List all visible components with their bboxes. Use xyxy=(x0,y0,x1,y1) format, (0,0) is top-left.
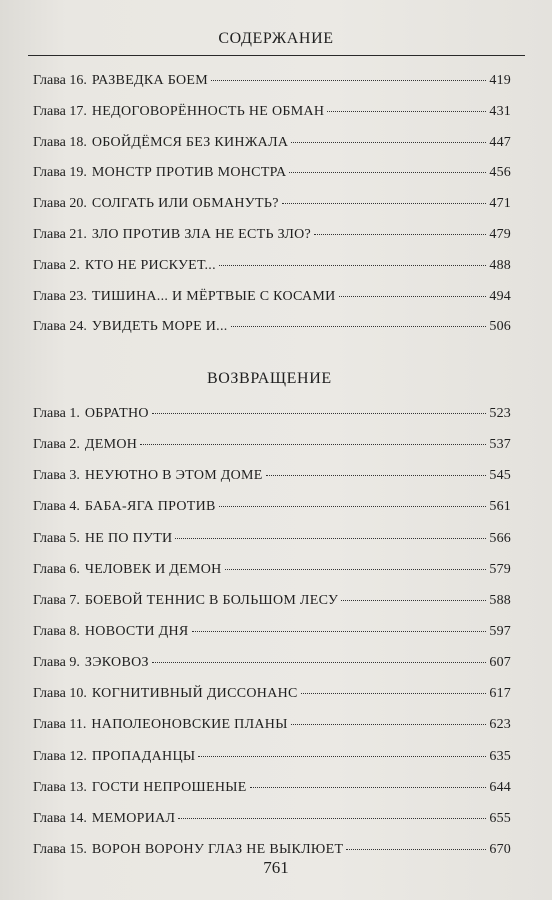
chapter-prefix: Глава 14. xyxy=(33,810,87,826)
chapter-prefix: Глава 7. xyxy=(33,592,80,608)
chapter-prefix: Глава 2. xyxy=(33,257,80,273)
chapter-prefix: Глава 24. xyxy=(33,319,87,335)
chapter-page: 471 xyxy=(489,196,511,212)
dot-leader xyxy=(289,172,486,173)
header-rule xyxy=(28,55,525,56)
chapter-title: НЕУЮТНО В ЭТОМ ДОМЕ xyxy=(84,468,263,484)
dot-leader xyxy=(178,818,486,819)
dot-leader xyxy=(291,724,487,725)
chapter-page: 588 xyxy=(489,592,511,608)
chapter-title: НОВОСТИ ДНЯ xyxy=(84,623,189,639)
chapter-page: 488 xyxy=(489,257,511,273)
chapter-title: ЗЛО ПРОТИВ ЗЛА НЕ ЕСТЬ ЗЛО? xyxy=(91,226,312,242)
chapter-title: РАЗВЕДКА БОЕМ xyxy=(91,73,209,88)
dot-leader xyxy=(219,506,487,507)
dot-leader xyxy=(341,600,486,601)
toc-entry xyxy=(33,220,511,251)
chapter-title: СОЛГАТЬ ИЛИ ОБМАНУТЬ? xyxy=(91,196,279,212)
chapter-prefix: Глава 17. xyxy=(33,103,87,119)
dot-leader xyxy=(198,756,486,757)
chapter-title: ОБОЙДЁМСЯ БЕЗ КИНЖАЛА xyxy=(91,134,289,150)
chapter-page: 431 xyxy=(489,103,511,119)
dot-leader xyxy=(250,787,487,788)
toc-entry xyxy=(33,678,511,709)
chapter-prefix: Глава 16. xyxy=(33,73,87,88)
toc-part-b xyxy=(33,398,511,865)
chapter-page: 644 xyxy=(489,779,511,795)
toc-entry xyxy=(33,251,511,282)
chapter-title: МОНСТР ПРОТИВ МОНСТРА xyxy=(91,165,287,181)
dot-leader xyxy=(314,234,486,235)
dot-leader xyxy=(282,203,487,204)
chapter-prefix: Глава 6. xyxy=(33,561,80,577)
chapter-prefix: Глава 21. xyxy=(33,226,87,242)
toc-entry xyxy=(33,585,511,616)
chapter-page: 419 xyxy=(489,73,511,88)
toc-entry xyxy=(33,554,511,585)
toc-entry xyxy=(33,128,511,159)
chapter-page: 607 xyxy=(489,655,511,671)
chapter-page: 537 xyxy=(489,437,511,453)
toc-entry xyxy=(33,429,511,460)
chapter-page: 506 xyxy=(489,319,511,335)
chapter-prefix: Глава 19. xyxy=(33,165,87,181)
chapter-prefix: Глава 3. xyxy=(33,468,80,484)
dot-leader xyxy=(225,569,487,570)
toc-entry xyxy=(33,398,511,429)
dot-leader xyxy=(301,693,487,694)
chapter-prefix: Глава 2. xyxy=(33,437,80,453)
dot-leader xyxy=(140,444,486,445)
toc-entry xyxy=(33,158,511,189)
chapter-prefix: Глава 1. xyxy=(33,406,80,421)
chapter-page: 579 xyxy=(489,561,511,577)
dot-leader xyxy=(339,296,487,297)
chapter-page: 635 xyxy=(489,748,511,764)
chapter-page: 479 xyxy=(489,226,511,242)
dot-leader xyxy=(266,475,487,476)
dot-leader xyxy=(175,538,486,539)
chapter-page: 566 xyxy=(489,530,511,546)
toc-entry xyxy=(33,741,511,772)
toc-entry xyxy=(33,460,511,491)
section-title: ВОЗВРАЩЕНИЕ xyxy=(207,370,332,387)
chapter-prefix: Глава 18. xyxy=(33,134,87,150)
chapter-prefix: Глава 4. xyxy=(33,499,80,515)
chapter-title: БАБА-ЯГА ПРОТИВ xyxy=(84,499,216,515)
chapter-page: 623 xyxy=(489,717,511,733)
toc-entry xyxy=(33,282,511,313)
dot-leader xyxy=(152,413,487,414)
dot-leader xyxy=(231,326,487,327)
chapter-page: 561 xyxy=(489,499,511,515)
toc-part-a xyxy=(33,66,511,343)
chapter-prefix: Глава 9. xyxy=(33,655,80,671)
chapter-prefix: Глава 8. xyxy=(33,623,80,639)
chapter-page: 545 xyxy=(489,468,511,484)
chapter-title: УВИДЕТЬ МОРЕ И... xyxy=(91,319,228,335)
dot-leader xyxy=(192,631,487,632)
chapter-page: 617 xyxy=(489,686,511,702)
chapter-page: 670 xyxy=(489,841,511,857)
chapter-title: МЕМОРИАЛ xyxy=(91,810,176,826)
chapter-title: ОБРАТНО xyxy=(84,406,149,421)
chapter-prefix: Глава 20. xyxy=(33,196,87,212)
page-number: 761 xyxy=(263,858,289,877)
chapter-page: 447 xyxy=(489,134,511,150)
toc-entry xyxy=(33,189,511,220)
chapter-title: КОГНИТИВНЫЙ ДИССОНАНС xyxy=(91,686,298,702)
chapter-title: ЧЕЛОВЕК И ДЕМОН xyxy=(84,561,222,577)
chapter-title: ЗЭКОВОЗ xyxy=(84,655,149,671)
chapter-title: ГОСТИ НЕПРОШЕНЫЕ xyxy=(91,779,247,795)
dot-leader xyxy=(327,111,486,112)
chapter-title: НЕДОГОВОРЁННОСТЬ НЕ ОБМАН xyxy=(91,103,325,119)
dot-leader xyxy=(291,142,486,143)
toc-entry xyxy=(33,312,511,343)
chapter-title: ПРОПАДАНЦЫ xyxy=(91,748,196,764)
toc-entry xyxy=(33,709,511,740)
chapter-page: 523 xyxy=(489,406,511,421)
chapter-page: 655 xyxy=(489,810,511,826)
dot-leader xyxy=(211,80,486,81)
chapter-page: 456 xyxy=(489,165,511,181)
dot-leader xyxy=(346,849,486,850)
chapter-prefix: Глава 15. xyxy=(33,841,87,857)
chapter-prefix: Глава 11. xyxy=(33,717,87,733)
chapter-prefix: Глава 5. xyxy=(33,530,80,546)
chapter-title: КТО НЕ РИСКУЕТ... xyxy=(84,257,216,273)
chapter-page: 494 xyxy=(489,288,511,304)
chapter-prefix: Глава 10. xyxy=(33,686,87,702)
chapter-title: БОЕВОЙ ТЕННИС В БОЛЬШОМ ЛЕСУ xyxy=(84,592,339,608)
chapter-title: НЕ ПО ПУТИ xyxy=(84,530,173,546)
toc-entry xyxy=(33,491,511,522)
chapter-title: ВОРОН ВОРОНУ ГЛАЗ НЕ ВЫКЛЮЕТ xyxy=(91,841,344,857)
chapter-title: ТИШИНА... И МЁРТВЫЕ С КОСАМИ xyxy=(91,288,336,304)
dot-leader xyxy=(152,662,487,663)
toc-entry xyxy=(33,772,511,803)
chapter-prefix: Глава 23. xyxy=(33,288,87,304)
toc-entry xyxy=(33,803,511,834)
dot-leader xyxy=(219,265,487,266)
chapter-title: НАПОЛЕОНОВСКИЕ ПЛАНЫ xyxy=(91,717,288,733)
chapter-prefix: Глава 13. xyxy=(33,779,87,795)
toc-entry xyxy=(33,523,511,554)
toc-entry xyxy=(33,647,511,678)
toc-entry xyxy=(33,616,511,647)
chapter-title: ДЕМОН xyxy=(84,437,138,453)
running-head: СОДЕРЖАНИЕ xyxy=(218,30,334,47)
chapter-prefix: Глава 12. xyxy=(33,748,87,764)
toc-entry xyxy=(33,97,511,128)
toc-entry xyxy=(33,66,511,97)
chapter-page: 597 xyxy=(489,623,511,639)
